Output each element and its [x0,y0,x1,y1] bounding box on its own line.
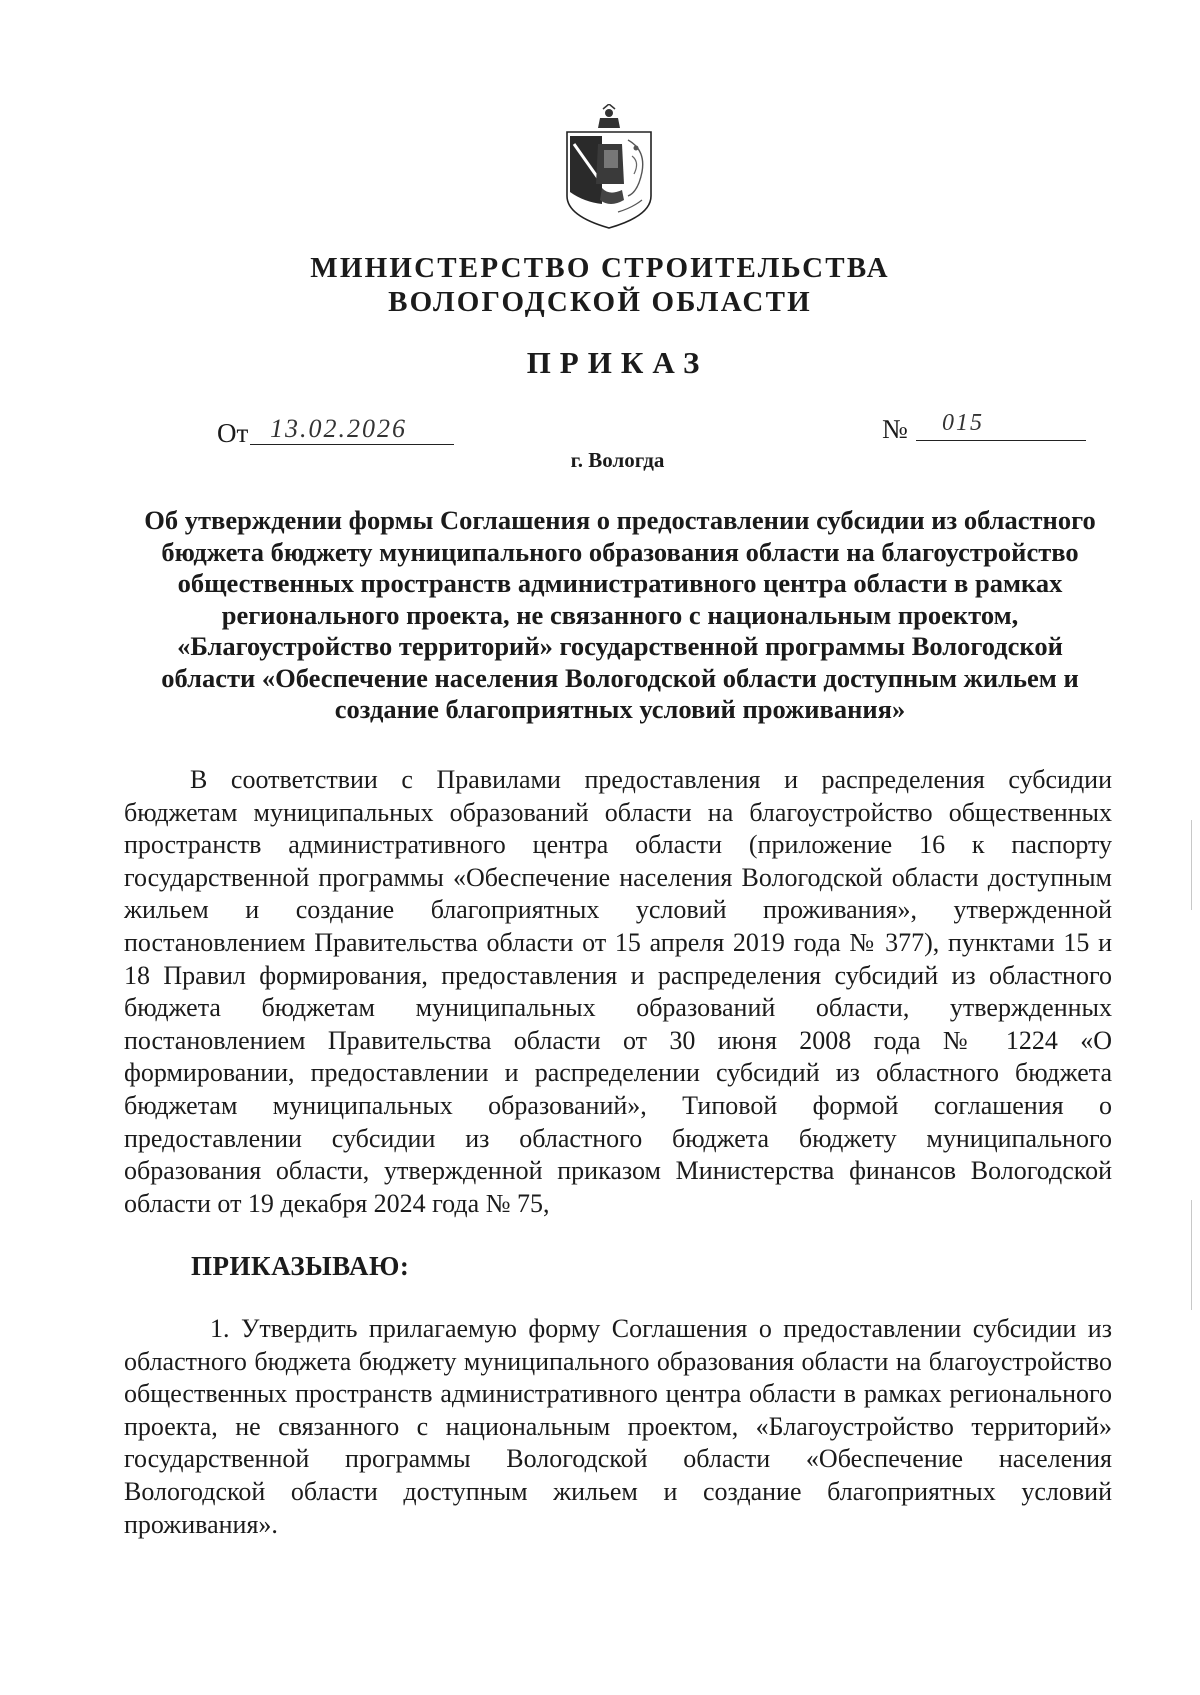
order-item-1: 1. Утвердить прилагаемую форму Соглашения о предоставлении субсидии из областного бюджета бюджету муниципального образования области на благоустройство общественных пространств административного центра области в рамках регионального проекта, не связанного с национальным проектом, «Благоустройство территорий» государственной программы Вологодской области «Обеспечение населения Вологодской области доступным жильем и создание благоприятных условий проживания». [124,1314,1112,1539]
scan-edge-artifact [1191,1200,1192,1310]
handwritten-date: 13.02.2026 [270,414,407,443]
scan-edge-artifact [1191,820,1192,910]
decree-word: ПРИКАЗЫВАЮ: [191,1251,410,1281]
number-underline [916,440,1086,441]
handwritten-number: 015 [942,410,984,436]
number-prefix: № [882,414,908,444]
ministry-name-line-1: МИНИСТЕРСТВО СТРОИТЕЛЬСТВА [310,252,890,284]
vologda-coat-of-arms-icon [562,104,656,232]
order-subject-heading: Об утверждении формы Соглашения о предоставлении субсидии из областного бюджета бюджету муниципального образования области на благоустройство общественных пространств административного центра области в рамках регионального проекта, не связанного с национальным проектом, «Благоустройство территорий» государственной программы Вологодской области «Обеспечение населения Вологодской области доступным жильем и создание благоприятных условий проживания» [144,505,1096,724]
document-type-title: ПРИКАЗ [526,345,709,380]
date-underline [250,444,454,445]
ministry-name-line-2: ВОЛОГОДСКОЙ ОБЛАСТИ [388,286,812,318]
date-prefix: От [217,418,249,448]
city-name: г. Вологда [570,448,665,472]
preamble-paragraph: В соответствии с Правилами предоставления и распределения субсидии бюджетам муниципальных образований области на благоустройство общественных пространств административного центра области (приложение 16 к паспорту государственной программы «Обеспечение населения Вологодской области доступным жильем и создание благоприятных условий проживания», утвержденной постановлением Правительства области от 15 апреля 2019 года № 377), пунктами 15 и 18 Правил формирования, предоставления и распределения субсидий из областного бюджета бюджетам муниципальных образований области, утвержденных постановлением Правительства области от 30 июня 2008 года № 1224 «О формировании, предоставлении и распределении субсидий из областного бюджета бюджетам муниципальных образований», Типовой формой соглашения о предоставлении субсидии из областного бюджета бюджету муниципального образования области, утвержденной приказом Министерства финансов Вологодской области от 19 декабря 2024 года № 75, [124,765,1112,1218]
